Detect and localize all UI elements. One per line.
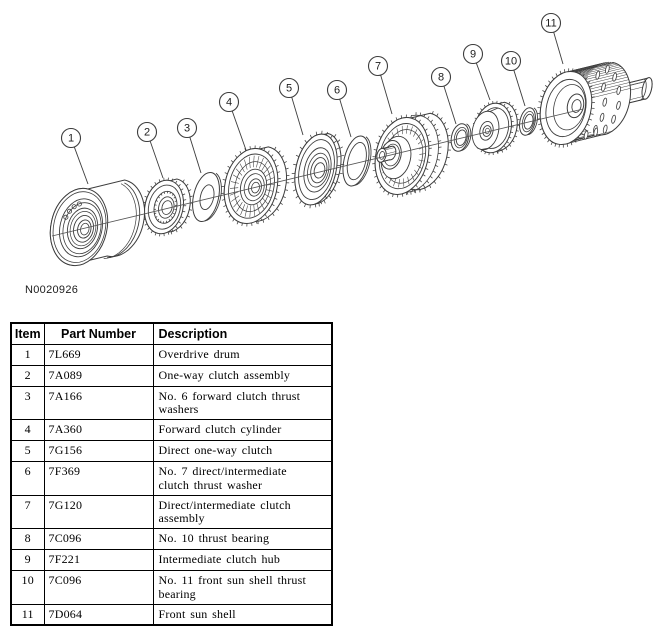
part-4-forward-clutch-cylinder xyxy=(217,143,289,229)
cell-part-number: 7G120 xyxy=(44,495,153,529)
callout-number: 10 xyxy=(504,55,518,68)
callout-number: 11 xyxy=(545,17,557,30)
callout-number: 1 xyxy=(67,132,75,145)
table-header-row xyxy=(11,323,332,344)
table-row xyxy=(11,344,332,365)
cell-part-number: 7A360 xyxy=(44,420,153,441)
cell-description: No. 10 thrust bearing xyxy=(153,529,332,550)
col-header-part-number: Part Number xyxy=(44,323,153,344)
cell-part-number: 7F221 xyxy=(44,550,153,571)
cell-item: 9 xyxy=(11,550,44,571)
callout-3 xyxy=(178,119,202,174)
table-row xyxy=(11,420,332,441)
cell-item: 4 xyxy=(11,420,44,441)
part-5-direct-one-way-clutch xyxy=(288,130,344,209)
callout-4 xyxy=(220,93,247,151)
callout-number: 9 xyxy=(469,48,477,61)
cell-description: Direct/intermediate clutch assembly xyxy=(153,495,332,529)
callout-6 xyxy=(328,81,352,138)
cell-description: Overdrive drum xyxy=(153,344,332,365)
col-header-description: Description xyxy=(153,323,332,344)
cell-item: 5 xyxy=(11,441,44,462)
callout-1 xyxy=(62,129,89,185)
cell-description: Front sun shell xyxy=(153,604,332,625)
callout-number: 2 xyxy=(143,126,151,139)
callout-number: 5 xyxy=(285,82,293,95)
cell-part-number: 7A166 xyxy=(44,386,153,420)
callout-number: 7 xyxy=(374,60,382,73)
part-8-no-10-thrust-bearing xyxy=(449,122,472,153)
part-10-front-sun-shell-thrust-bearing xyxy=(517,106,538,137)
callout-5 xyxy=(280,79,304,136)
table-row xyxy=(11,550,332,571)
table-body xyxy=(11,344,332,625)
part-6-no-7-thrust-washer xyxy=(339,133,374,188)
table-row xyxy=(11,495,332,529)
cell-part-number: 7C096 xyxy=(44,529,153,550)
callout-9 xyxy=(464,45,491,101)
part-3-no-6-thrust-washer xyxy=(188,170,224,224)
cell-item: 8 xyxy=(11,529,44,550)
part-7-direct-intermediate-clutch-assembly xyxy=(368,111,451,200)
cell-description: Forward clutch cylinder xyxy=(153,420,332,441)
cell-item: 3 xyxy=(11,386,44,420)
table-row xyxy=(11,441,332,462)
cell-part-number: 7G156 xyxy=(44,441,153,462)
callout-number: 8 xyxy=(437,71,445,84)
callout-number: 6 xyxy=(333,84,341,97)
callout-10 xyxy=(502,52,526,107)
cell-description: One-way clutch assembly xyxy=(153,365,332,386)
cell-part-number: 7D064 xyxy=(44,604,153,625)
figure-number: N0020926 xyxy=(25,284,79,296)
cell-description: No. 6 forward clutch thrust washers xyxy=(153,386,332,420)
callout-7 xyxy=(369,57,393,115)
cell-part-number: 7F369 xyxy=(44,462,153,496)
callout-11 xyxy=(542,14,564,65)
cell-description: No. 7 direct/intermediate clutch thrust washer xyxy=(153,462,332,496)
cell-description: No. 11 front sun shell thrust bearing xyxy=(153,571,332,605)
callout-2 xyxy=(138,123,164,179)
part-9-intermediate-clutch-hub xyxy=(468,100,519,157)
table-row xyxy=(11,386,332,420)
table-row xyxy=(11,529,332,550)
cell-item: 11 xyxy=(11,604,44,625)
cell-item: 2 xyxy=(11,365,44,386)
exploded-view-diagram xyxy=(0,0,662,315)
table-row xyxy=(11,604,332,625)
part-2-one-way-clutch-assembly xyxy=(139,176,193,237)
cell-description: Intermediate clutch hub xyxy=(153,550,332,571)
cell-part-number: 7A089 xyxy=(44,365,153,386)
parts-table xyxy=(10,322,333,626)
cell-item: 10 xyxy=(11,571,44,605)
cell-item: 7 xyxy=(11,495,44,529)
cell-item: 6 xyxy=(11,462,44,496)
cell-item: 1 xyxy=(11,344,44,365)
cell-description: Direct one-way clutch xyxy=(153,441,332,462)
callout-number: 4 xyxy=(225,96,233,109)
table-row xyxy=(11,365,332,386)
callout-number: 3 xyxy=(183,122,191,135)
table-row xyxy=(11,462,332,496)
col-header-item: Item xyxy=(11,323,44,344)
part-11-front-sun-shell xyxy=(533,62,654,150)
cell-part-number: 7L669 xyxy=(44,344,153,365)
table-row xyxy=(11,571,332,605)
assembly-axis-line xyxy=(52,109,583,236)
cell-part-number: 7C096 xyxy=(44,571,153,605)
